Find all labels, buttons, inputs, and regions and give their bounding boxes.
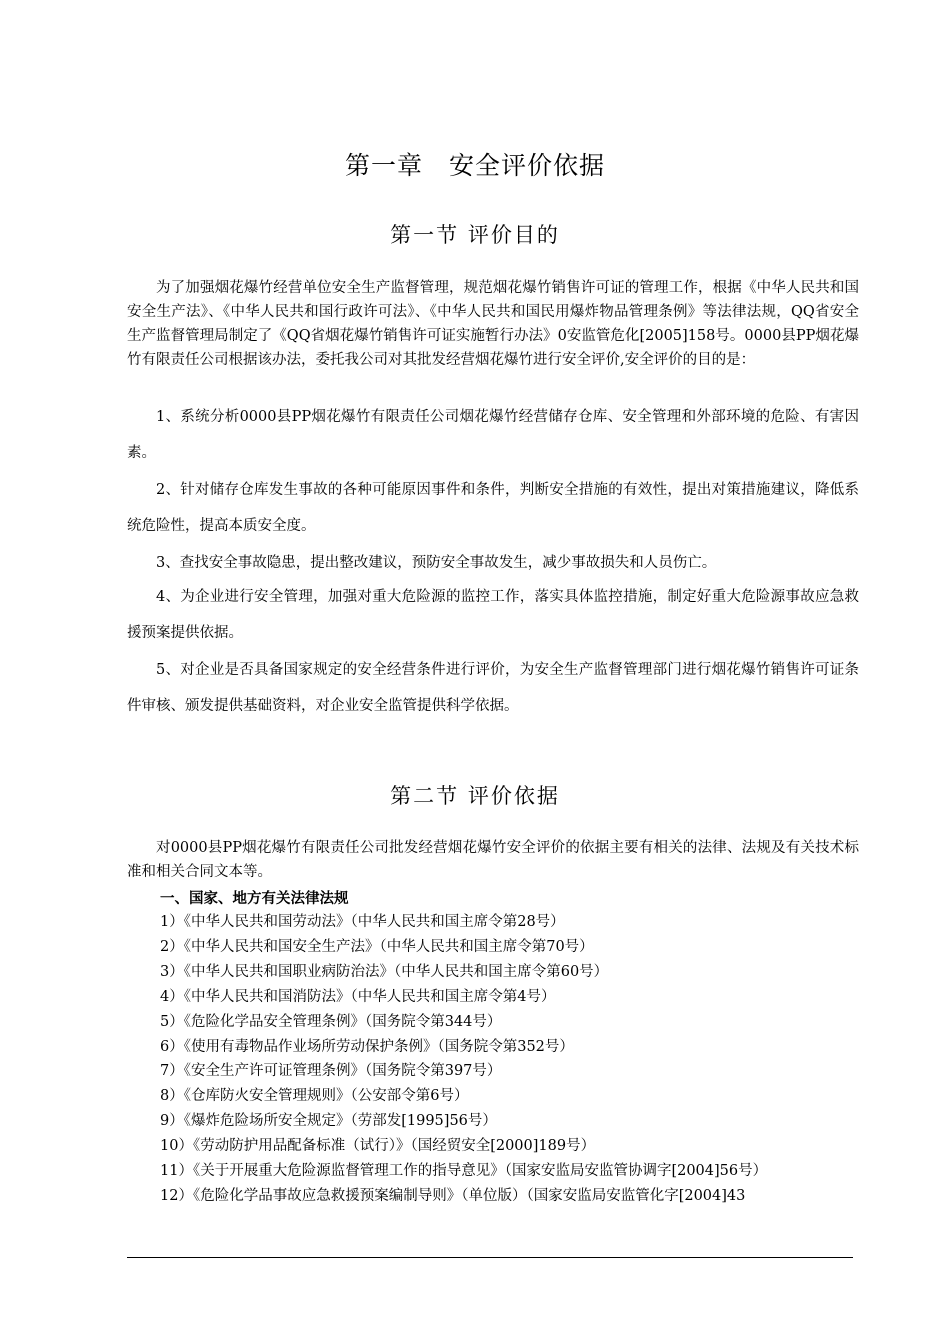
purpose-item-1: 1、系统分析0000县PP烟花爆竹有限责任公司烟花爆竹经营储存仓库、安全管理和外部环境的危险、有害因素。: [127, 409, 859, 461]
section-2-intro-paragraph: 对0000县PP烟花爆竹有限责任公司批发经营烟花爆竹安全评价的依据主要有相关的法律、法规及有关技术标准和相关合同文本等。: [127, 840, 859, 880]
law-item: 8）《仓库防火安全管理规则》（公安部令第6号）: [160, 1088, 469, 1105]
section-1-intro-paragraph: 为了加强烟花爆竹经营单位安全生产监督管理，规范烟花爆竹销售许可证的管理工作，根据《中华人民共和国安全生产法》、《中华人民共和国行政许可法》、《中华人民共和国民用爆炸物品管理条例》等法律法规，QQ省安全生产监督管理局制定了《QQ省烟花爆竹销售许可证实施暂行办法》0安监管危化[2005]158号。0000县PP烟花爆竹有限责任公司根据该办法，委托我公司对其批发经营烟花爆竹进行安全评价,安全评价的目的是：: [127, 280, 859, 368]
law-item: 3）《中华人民共和国职业病防治法》（中华人民共和国主席令第60号）: [160, 963, 609, 980]
law-item: 12）《危险化学品事故应急救援预案编制导则》（单位版）（国家安监局安监管化字[2004]43: [160, 1187, 746, 1204]
section-2-title: 第二节 评价依据: [390, 784, 560, 808]
law-item: 5）《危险化学品安全管理条例》（国务院令第344号）: [160, 1013, 502, 1030]
laws-subheading: 一、国家、地方有关法律法规: [160, 891, 349, 907]
law-item: 2）《中华人民共和国安全生产法》（中华人民共和国主席令第70号）: [160, 938, 594, 955]
section-1-title: 第一节 评价目的: [390, 223, 560, 247]
law-item: 11）《关于开展重大危险源监督管理工作的指导意见》（国家安监局安监管协调字[2004]56号）: [160, 1163, 768, 1180]
law-item: 1）《中华人民共和国劳动法》（中华人民共和国主席令第28号）: [160, 914, 565, 930]
purpose-item-4: 4、为企业进行安全管理，加强对重大危险源的监控工作，落实具体监控措施，制定好重大危险源事故应急救援预案提供依据。: [127, 589, 859, 641]
laws-list: [127, 910, 859, 1209]
purpose-item-3: 3、查找安全事故隐患，提出整改建议，预防安全事故发生，减少事故损失和人员伤亡。: [156, 555, 717, 571]
purpose-item-5: 5、对企业是否具备国家规定的安全经营条件进行评价，为安全生产监督管理部门进行烟花爆竹销售许可证条件审核、颁发提供基础资料，对企业安全监管提供科学依据。: [127, 662, 859, 714]
law-item: 4）《中华人民共和国消防法》（中华人民共和国主席令第4号）: [160, 988, 556, 1005]
purpose-item-2: 2、针对储存仓库发生事故的各种可能原因事件和条件，判断安全措施的有效性，提出对策措施建议，降低系统危险性，提高本质安全度。: [127, 482, 859, 534]
law-item: 10）《劳动防护用品配备标准（试行）》（国经贸安全[2000]189号）: [160, 1138, 596, 1155]
law-item: 7）《安全生产许可证管理条例》（国务院令第397号）: [160, 1063, 502, 1080]
chapter-title: 第一章 安全评价依据: [344, 151, 605, 180]
footer-rule: [127, 1257, 853, 1258]
law-item: 6）《使用有毒物品作业场所劳动保护条例》（国务院令第352号）: [160, 1038, 574, 1055]
law-item: 9）《爆炸危险场所安全规定》（劳部发[1995]56号）: [160, 1113, 497, 1130]
